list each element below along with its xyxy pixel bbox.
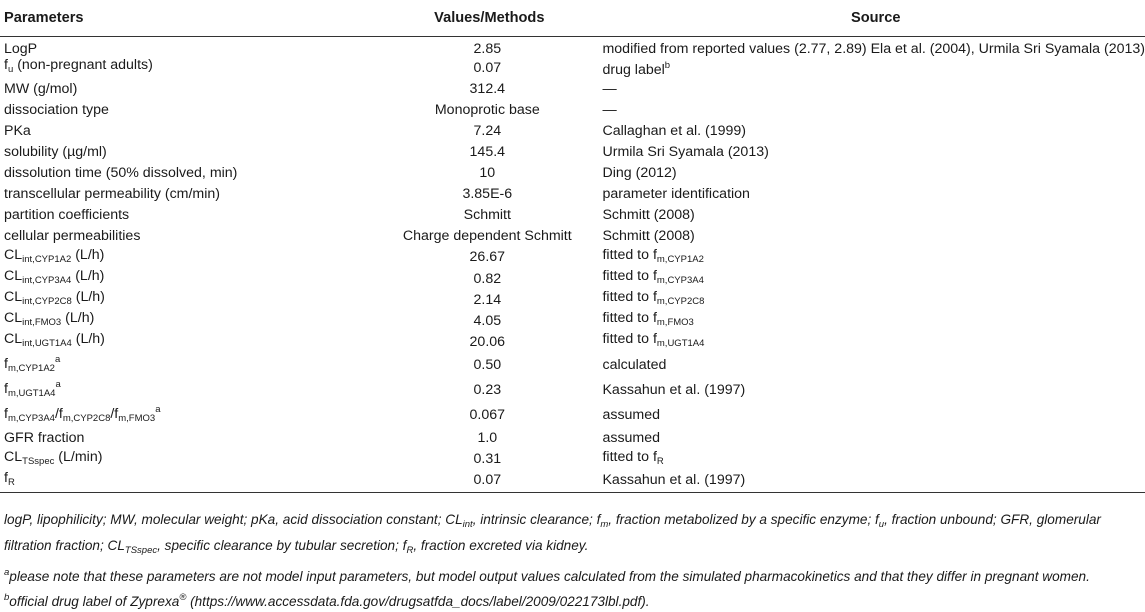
table-row xyxy=(0,141,1145,162)
abbrev-sub: u xyxy=(879,519,884,530)
parameter-name: cellular permeabilities xyxy=(4,228,140,244)
source-text: Urmila Sri Syamala (2013) xyxy=(602,144,768,160)
abbrev-sub: m xyxy=(600,519,608,530)
source-subscript: m,CYP3A4 xyxy=(657,275,704,286)
value-cell: Charge dependent Schmitt xyxy=(372,226,602,247)
parameter-cell xyxy=(0,449,372,470)
abbrev-sub: R xyxy=(406,545,413,556)
source-cell xyxy=(602,377,1145,402)
parameter-name: MW (g/mol) xyxy=(4,81,77,97)
parameter-name: transcellular permeability (cm/min) xyxy=(4,186,220,202)
parameter-name: CL xyxy=(4,331,22,347)
table-row xyxy=(0,226,1145,247)
header-source: Source xyxy=(602,0,1145,36)
source-cell xyxy=(602,99,1145,120)
source-cell xyxy=(602,120,1145,141)
value-cell: Schmitt xyxy=(372,205,602,226)
source-superscript: b xyxy=(665,60,670,71)
parameter-cell xyxy=(0,78,372,99)
value-cell: 0.23 xyxy=(372,377,602,402)
parameter-unit: (non-pregnant adults) xyxy=(13,57,153,73)
parameter-subscript: int,CYP2C8 xyxy=(22,296,72,307)
value-cell: 20.06 xyxy=(372,331,602,352)
parameter-unit: (L/h) xyxy=(72,289,105,305)
source-text: fitted to f xyxy=(602,449,656,465)
table-row xyxy=(0,184,1145,205)
parameter-name: solubility (µg/ml) xyxy=(4,144,107,160)
parameter-name: CL xyxy=(4,268,22,284)
header-row xyxy=(0,0,1145,36)
abbreviations-note xyxy=(4,510,1142,561)
value-cell: 312.4 xyxy=(372,78,602,99)
value-cell: 10 xyxy=(372,163,602,184)
parameter-name: GFR fraction xyxy=(4,430,84,446)
parameter-subscript: m,CYP3A4 xyxy=(8,413,55,424)
source-text: Kassahun et al. (1997) xyxy=(602,382,745,398)
table-row xyxy=(0,352,1145,377)
abbrev-text: , fraction metabolized by a specific enzyme; f xyxy=(608,512,879,527)
source-cell xyxy=(602,352,1145,377)
header-values: Values/Methods xyxy=(372,0,602,36)
table-row xyxy=(0,120,1145,141)
parameter-name: f xyxy=(4,470,8,486)
value-cell: 0.07 xyxy=(372,57,602,78)
parameter-subscript: int,FMO3 xyxy=(22,317,61,328)
table-row xyxy=(0,163,1145,184)
footnote-b xyxy=(4,588,1142,612)
table-row xyxy=(0,78,1145,99)
source-text: fitted to f xyxy=(602,247,656,263)
parameter-cell xyxy=(0,352,372,377)
source-subscript: m,UGT1A4 xyxy=(657,338,705,349)
parameter-superscript: a xyxy=(55,354,60,365)
value-cell: 2.14 xyxy=(372,289,602,310)
footnote-b-mark: b xyxy=(4,592,9,603)
value-cell: 7.24 xyxy=(372,120,602,141)
abbrev-text: , specific clearance by tubular secretion; f xyxy=(157,538,406,553)
table-row xyxy=(0,247,1145,268)
source-text: drug label xyxy=(602,62,664,78)
parameter-name: partition coefficients xyxy=(4,207,129,223)
table-row xyxy=(0,449,1145,470)
table-body xyxy=(0,36,1145,492)
source-cell xyxy=(602,247,1145,268)
source-subscript: R xyxy=(657,456,664,467)
abbrev-text: , fraction unbound; GFR, glomerular filtration fraction; CL xyxy=(4,512,1101,553)
source-cell xyxy=(602,268,1145,289)
parameter-subscript: m,UGT1A4 xyxy=(8,388,56,399)
abbrev-text: , intrinsic clearance; f xyxy=(473,512,601,527)
parameter-subscript: u xyxy=(8,64,13,75)
table-row xyxy=(0,402,1145,427)
value-cell: 4.05 xyxy=(372,310,602,331)
source-text: — xyxy=(602,102,616,118)
parameter-name: LogP xyxy=(4,41,37,57)
abbrev-text: , fraction excreted via kidney. xyxy=(413,538,588,553)
footnote-b-url: (https://www.accessdata.fda.gov/drugsatfda_docs/label/2009/022173lbl.pdf). xyxy=(186,594,649,609)
table-row xyxy=(0,99,1145,120)
source-text: Schmitt (2008) xyxy=(602,228,694,244)
table-row xyxy=(0,268,1145,289)
source-cell xyxy=(602,289,1145,310)
parameter-cell xyxy=(0,184,372,205)
value-cell: 0.50 xyxy=(372,352,602,377)
parameter-unit: (L/h) xyxy=(71,247,104,263)
parameter-cell xyxy=(0,120,372,141)
source-cell xyxy=(602,402,1145,427)
parameter-superscript: a xyxy=(55,379,60,390)
registered-mark: ® xyxy=(179,592,186,603)
parameter-name: f xyxy=(4,381,8,397)
parameter-name: dissociation type xyxy=(4,102,109,118)
parameter-subscript: R xyxy=(8,477,15,488)
source-cell xyxy=(602,427,1145,448)
parameter-subscript: int,CYP1A2 xyxy=(22,254,71,265)
value-cell: 0.07 xyxy=(372,470,602,493)
source-text: fitted to f xyxy=(602,289,656,305)
abbrev-sub: int xyxy=(463,519,473,530)
source-cell xyxy=(602,205,1145,226)
source-text: calculated xyxy=(602,357,666,373)
source-text: fitted to f xyxy=(602,331,656,347)
parameter-cell xyxy=(0,99,372,120)
parameter-cell xyxy=(0,310,372,331)
table-row xyxy=(0,57,1145,78)
source-subscript: m,FMO3 xyxy=(657,317,694,328)
parameter-unit: (L/h) xyxy=(72,331,105,347)
parameter-name: PKa xyxy=(4,123,31,139)
table-row xyxy=(0,427,1145,448)
parameter-cell xyxy=(0,331,372,352)
footnote-b-text: official drug label of Zyprexa xyxy=(9,594,179,609)
parameter-cell xyxy=(0,247,372,268)
parameter-cell xyxy=(0,141,372,162)
parameter-unit: (L/h) xyxy=(71,268,104,284)
parameter-unit: (L/h) xyxy=(61,310,94,326)
table-row xyxy=(0,377,1145,402)
table-row xyxy=(0,36,1145,57)
parameter-subscript: int,UGT1A4 xyxy=(22,338,72,349)
parameter-unit: /f xyxy=(55,406,63,422)
footnote-a-text: please note that these parameters are not model input parameters, but model output values calculated from the simulated pharmacokinetics and that they differ in pregnant women. xyxy=(9,569,1090,584)
parameter-cell xyxy=(0,205,372,226)
source-cell xyxy=(602,449,1145,470)
source-cell xyxy=(602,141,1145,162)
source-text: — xyxy=(602,81,616,97)
parameter-cell xyxy=(0,226,372,247)
value-cell: 3.85E-6 xyxy=(372,184,602,205)
parameter-cell xyxy=(0,427,372,448)
parameter-subscript: m,FMO3 xyxy=(118,413,155,424)
source-cell xyxy=(602,331,1145,352)
parameter-name: CL xyxy=(4,449,22,465)
parameter-cell xyxy=(0,470,372,493)
source-cell xyxy=(602,184,1145,205)
source-text: fitted to f xyxy=(602,310,656,326)
parameter-cell xyxy=(0,402,372,427)
value-cell: 26.67 xyxy=(372,247,602,268)
table-row xyxy=(0,310,1145,331)
source-subscript: m,CYP1A2 xyxy=(657,254,704,265)
source-cell xyxy=(602,57,1145,78)
parameter-name: f xyxy=(4,57,8,73)
header-parameters: Parameters xyxy=(0,0,372,36)
source-text: parameter identification xyxy=(602,186,749,202)
parameter-superscript: a xyxy=(155,404,160,415)
parameter-cell xyxy=(0,289,372,310)
parameter-name: dissolution time (50% dissolved, min) xyxy=(4,165,237,181)
parameter-cell xyxy=(0,57,372,78)
source-text: Ding (2012) xyxy=(602,165,676,181)
value-cell: 0.82 xyxy=(372,268,602,289)
source-text: fitted to f xyxy=(602,268,656,284)
table-row xyxy=(0,205,1145,226)
table-footnotes xyxy=(4,510,1142,612)
value-cell: 1.0 xyxy=(372,427,602,448)
parameter-name: CL xyxy=(4,247,22,263)
source-cell xyxy=(602,226,1145,247)
source-text: Schmitt (2008) xyxy=(602,207,694,223)
footnote-a xyxy=(4,563,1142,588)
parameter-cell xyxy=(0,268,372,289)
table-row xyxy=(0,289,1145,310)
parameter-name: f xyxy=(4,356,8,372)
source-cell xyxy=(602,78,1145,99)
parameter-unit: (L/min) xyxy=(54,449,102,465)
source-text: Kassahun et al. (1997) xyxy=(602,472,745,488)
parameter-subscript: m,CYP2C8 xyxy=(63,413,111,424)
value-cell: 0.31 xyxy=(372,449,602,470)
parameter-name: CL xyxy=(4,289,22,305)
parameter-unit: /f xyxy=(110,406,118,422)
table-row xyxy=(0,331,1145,352)
parameter-cell xyxy=(0,377,372,402)
value-cell: 0.067 xyxy=(372,402,602,427)
abbrev-sub: TSspec xyxy=(125,545,157,556)
source-text: modified from reported values (2.77, 2.89) Ela et al. (2004), Urmila Sri Syamala (2013) xyxy=(602,41,1145,57)
source-cell xyxy=(602,36,1145,57)
parameter-subscript: m,CYP1A2 xyxy=(8,363,55,374)
table-row xyxy=(0,470,1145,493)
source-text: assumed xyxy=(602,430,660,446)
parameter-cell xyxy=(0,36,372,57)
source-cell xyxy=(602,163,1145,184)
abbrev-text: logP, lipophilicity; MW, molecular weight; pKa, acid dissociation constant; CL xyxy=(4,512,463,527)
parameter-cell xyxy=(0,163,372,184)
value-cell: 145.4 xyxy=(372,141,602,162)
parameter-name: f xyxy=(4,406,8,422)
source-text: Callaghan et al. (1999) xyxy=(602,123,746,139)
source-cell xyxy=(602,310,1145,331)
source-text: assumed xyxy=(602,407,660,423)
footnote-a-mark: a xyxy=(4,567,9,578)
parameter-name: CL xyxy=(4,310,22,326)
source-subscript: m,CYP2C8 xyxy=(657,296,705,307)
parameter-subscript: int,CYP3A4 xyxy=(22,275,71,286)
value-cell: 2.85 xyxy=(372,36,602,57)
source-cell xyxy=(602,470,1145,493)
parameter-subscript: TSspec xyxy=(22,456,54,467)
value-cell: Monoprotic base xyxy=(372,99,602,120)
